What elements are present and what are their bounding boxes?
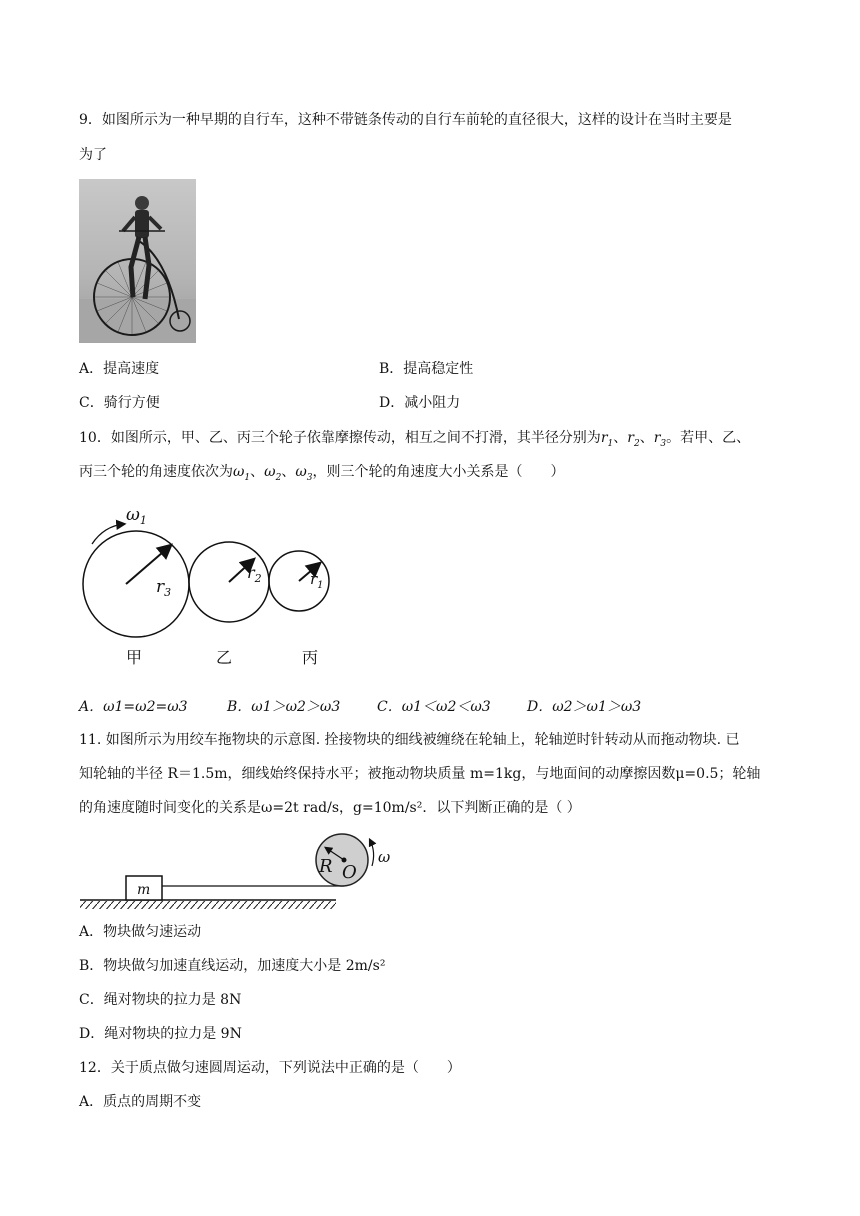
r3-sub: 3	[164, 586, 172, 599]
penny-farthing-photo	[79, 179, 196, 343]
q10-option-a: A．ω1=ω2=ω3	[79, 699, 188, 715]
q9-option-d: D．减小阻力	[379, 395, 461, 411]
q12-option-a: A．质点的周期不变	[79, 1094, 202, 1110]
wheel-label-jia: 甲	[126, 648, 143, 667]
ground-hatch	[80, 901, 336, 909]
q11-option-c: C．绳对物块的拉力是 8N	[79, 992, 242, 1008]
q11-stem-line3: 的角速度随时间变化的关系是ω=2t rad/s，g=10m/s²．以下判断正确的是（ ）	[79, 800, 581, 816]
radius-label: R	[319, 856, 333, 877]
q11-stem-line2: 知轮轴的半径 R＝1.5m，细线始终保持水平；被拖动物块质量 m=1kg，与地面间的动摩擦因数μ=0.5；轮轴	[79, 766, 761, 782]
q10-option-c: C．ω1＜ω2＜ω3	[377, 699, 491, 715]
svg-text:r3	[156, 577, 171, 599]
rotation-arrow-icon	[370, 840, 374, 866]
q11-option-d: D．绳对物块的拉力是 9N	[79, 1026, 242, 1042]
q9-stem-line1: 9．如图所示为一种早期的自行车，这种不带链条传动的自行车前轮的直径很大，这样的设计在当时主要是	[79, 112, 732, 128]
q11-option-a: A．物块做匀速运动	[79, 924, 202, 940]
svg-text:r1	[310, 570, 324, 591]
wheel-label-bing: 丙	[302, 648, 319, 667]
omega-label: ω	[378, 848, 391, 866]
friction-wheels-figure	[70, 500, 340, 675]
q12-stem-line1: 12．关于质点做匀速圆周运动，下列说法中正确的是（ ）	[79, 1060, 461, 1076]
wheel-label-yi: 乙	[216, 648, 233, 667]
q9-stem-line2: 为了	[79, 147, 107, 163]
q10-stem-line2: 丙三个轮的角速度依次为$\omega_1$、$\omega_2$、$\omega_3$，则三个轮的角速度大小关系是（ ）	[79, 464, 565, 483]
center-label: O	[342, 862, 357, 883]
winch-figure	[76, 832, 396, 914]
r2-label: r	[247, 563, 255, 582]
q9-option-c: C．骑行方便	[79, 395, 160, 411]
q9-option-b: B．提高稳定性	[379, 361, 474, 377]
q10-option-b: B．ω1＞ω2＞ω3	[227, 699, 341, 715]
q10-stem-line1: 10．如图所示，甲、乙、丙三个轮子依靠摩擦传动，相互之间不打滑，其半径分别为$r_1$、$r_2$、$r_3$。若甲、乙、	[79, 430, 751, 449]
wheel-jia	[83, 531, 189, 637]
q10-option-d: D．ω2＞ω1＞ω3	[527, 699, 642, 715]
q11-option-b: B．物块做匀加速直线运动，加速度大小是 2m/s²	[79, 958, 386, 974]
svg-text:r2	[247, 563, 262, 585]
svg-text:ω1	[126, 505, 147, 527]
r1-sub: 1	[317, 580, 324, 591]
r2-sub: 2	[254, 572, 262, 585]
r3-label: r	[156, 577, 165, 597]
q11-stem-line1: 11. 如图所示为用绞车拖物块的示意图. 拴接物块的细线被缠绕在轮轴上，轮轴逆时针转动从而拖动物块. 已	[79, 732, 740, 748]
q9-option-a: A．提高速度	[79, 361, 160, 377]
r1-label: r	[310, 570, 318, 588]
omega1-sub: 1	[139, 514, 147, 527]
block-label: m	[137, 882, 151, 898]
omega1-label: ω	[126, 505, 140, 525]
